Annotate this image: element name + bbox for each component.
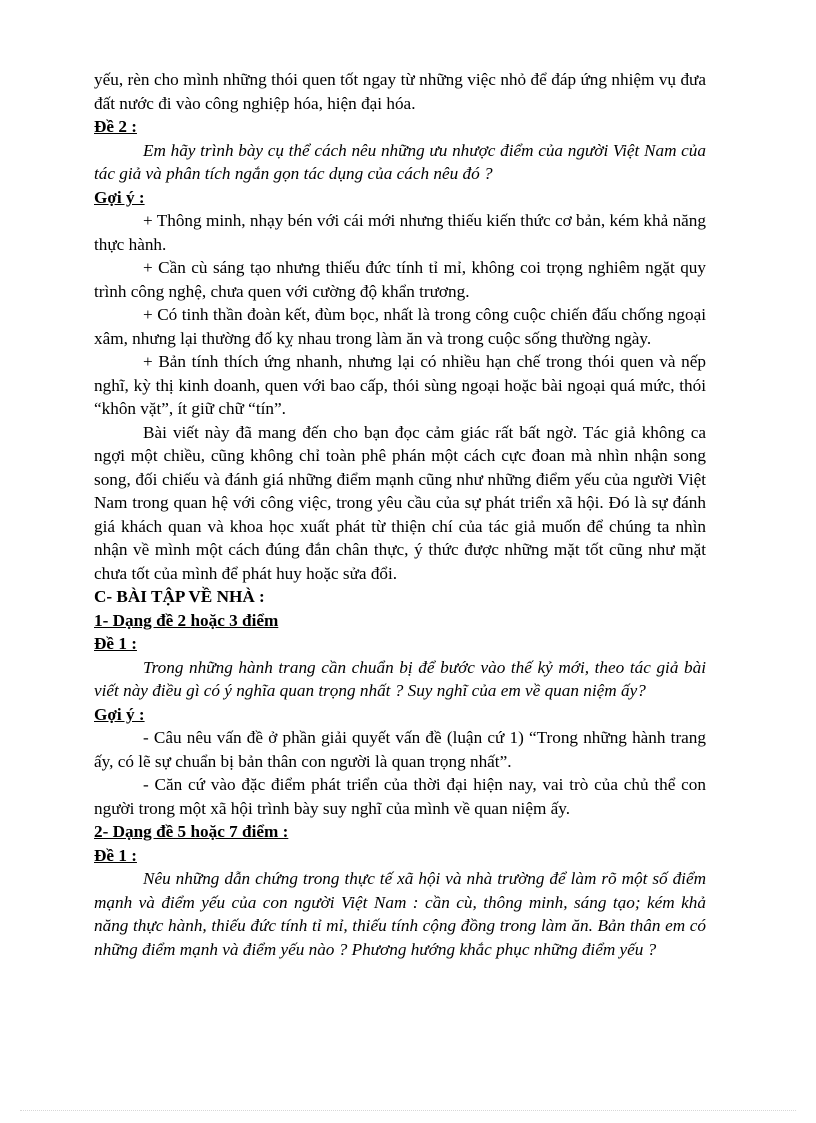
de2-hint-item: + Bản tính thích ứng nhanh, nhưng lại có nhiều hạn chế trong thói quen và nếp nghĩ, kỳ thị kinh doanh, quen với bao cấp, thói sùng ngoại hoặc bài ngoại quá mức, thói “khôn vặt”, ít giữ chữ “tín”. <box>94 352 706 418</box>
de2-heading: Đề 2 : <box>94 117 137 136</box>
de2-hint-heading: Gợi ý : <box>94 187 145 207</box>
part2-de-heading: Đề 1 : <box>94 845 137 865</box>
part2-heading: 2- Dạng đề 5 hoặc 7 điểm : <box>94 822 289 841</box>
de2-analysis-paragraph: Bài viết này đã mang đến cho bạn đọc cảm giác rất bất ngờ. Tác giả không ca ngợi một chiều, cũng không chỉ toàn phê phán một cách cực đoan mà nhìn nhận song song, đối chiếu và đánh giá những điểm mạnh cũng như những điểm yếu của người Việt Nam trong quan hệ với công việc, trong yêu cầu của sự phát triển xã hội. Đó là sự đánh giá khách quan và khoa học xuất phát từ thiện chí của tác giả muốn để chúng ta nhìn nhận về mình một cách đúng đắn chân thực, ý thức được những mặt tốt cũng như mặt chưa tốt của mình để phát huy hoặc sửa đổi. <box>94 422 706 583</box>
part2-question: Nêu những dẫn chứng trong thực tế xã hội và nhà trường để làm rõ một số điểm mạnh và điểm yếu của con người Việt Nam : cần cù, thông minh, sáng tạo; kém khả năng thực hành, thiếu đức tính tỉ mỉ, thiếu tính cộng đồng trong làm ăn. Bản thân em có những điểm mạnh và điểm yếu nào ? Phương hướng khắc phục những điểm yếu ? <box>94 869 706 959</box>
part1-de-heading: Đề 1 : <box>94 634 137 653</box>
de2-hint-item: + Cần cù sáng tạo nhưng thiếu đức tính tỉ mỉ, không coi trọng nghiêm ngặt quy trình công nghệ, chưa quen với cường độ khẩn trương. <box>94 258 706 301</box>
document-page <box>94 68 706 961</box>
footer-divider <box>20 1110 796 1111</box>
part1-heading: 1- Dạng đề 2 hoặc 3 điểm <box>94 610 279 630</box>
part1-hint-item: - Căn cứ vào đặc điểm phát triển của thời đại hiện nay, vai trò của chủ thể con người trong một xã hội trình bày suy nghĩ của mình về quan niệm ấy. <box>94 775 706 818</box>
de2-hint-item: + Thông minh, nhạy bén với cái mới nhưng thiếu kiến thức cơ bản, kém khả năng thực hành. <box>94 211 706 254</box>
de2-hint-item: + Có tinh thần đoàn kết, đùm bọc, nhất là trong công cuộc chiến đấu chống ngoại xâm, nhưng lại thường đố kỵ nhau trong làm ăn và trong cuộc sống thường ngày. <box>94 305 706 348</box>
de2-question: Em hãy trình bày cụ thể cách nêu những ưu nhược điểm của người Việt Nam của tác giả và phân tích ngắn gọn tác dụng của cách nêu đó ? <box>94 140 706 183</box>
part1-question: Trong những hành trang cần chuẩn bị để bước vào thế kỷ mới, theo tác giả bài viết này điều gì có ý nghĩa quan trọng nhất ? Suy nghĩ của em về quan niệm ấy? <box>94 657 706 700</box>
intro-paragraph: yếu, rèn cho mình những thói quen tốt ngay từ những việc nhỏ để đáp ứng nhiệm vụ đưa đất nước đi vào công nghiệp hóa, hiện đại hóa. <box>94 70 706 113</box>
section-c-heading: C- BÀI TẬP VỀ NHÀ : <box>94 587 265 606</box>
part1-hint-heading: Gợi ý : <box>94 704 145 724</box>
part1-hint-item: - Câu nêu vấn đề ở phần giải quyết vấn đề (luận cứ 1) “Trong những hành trang ấy, có lẽ sự chuẩn bị bản thân con người là quan trọng nhất”. <box>94 728 706 771</box>
